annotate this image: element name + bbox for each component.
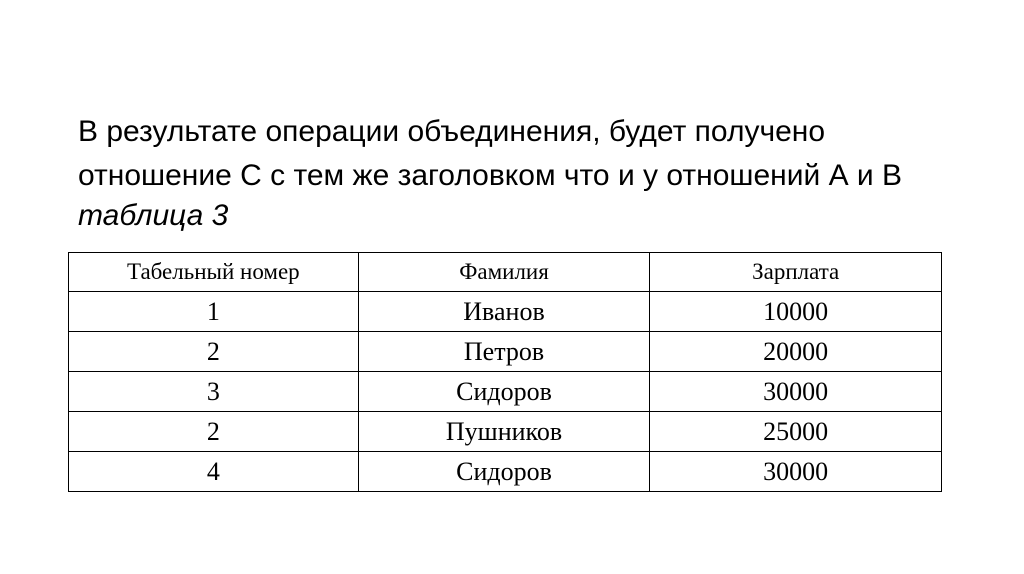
paragraph-line-1: В результате операции объединения, будет получено <box>78 115 826 148</box>
slide-text <box>78 110 998 234</box>
cell-salary: 30000 <box>650 452 942 492</box>
cell-surname: Петров <box>358 332 650 372</box>
cell-tab-number: 1 <box>69 292 359 332</box>
table-row <box>69 412 942 452</box>
table-caption: таблица 3 <box>78 199 229 232</box>
header-tab-number: Табельный номер <box>69 253 359 292</box>
table-row <box>69 452 942 492</box>
table-row <box>69 372 942 412</box>
cell-tab-number: 3 <box>69 372 359 412</box>
cell-surname: Иванов <box>358 292 650 332</box>
cell-tab-number: 4 <box>69 452 359 492</box>
cell-salary: 20000 <box>650 332 942 372</box>
header-salary: Зарплата <box>650 253 942 292</box>
relation-table <box>68 252 942 492</box>
cell-salary: 10000 <box>650 292 942 332</box>
header-surname: Фамилия <box>358 253 650 292</box>
paragraph-line-2: отношение С с тем же заголовком что и у отношений А и В <box>78 159 903 192</box>
cell-surname: Сидоров <box>358 452 650 492</box>
cell-salary: 25000 <box>650 412 942 452</box>
cell-surname: Пушников <box>358 412 650 452</box>
table-row <box>69 292 942 332</box>
table-header-row <box>69 253 942 292</box>
cell-tab-number: 2 <box>69 412 359 452</box>
cell-tab-number: 2 <box>69 332 359 372</box>
table-row <box>69 332 942 372</box>
cell-salary: 30000 <box>650 372 942 412</box>
cell-surname: Сидоров <box>358 372 650 412</box>
